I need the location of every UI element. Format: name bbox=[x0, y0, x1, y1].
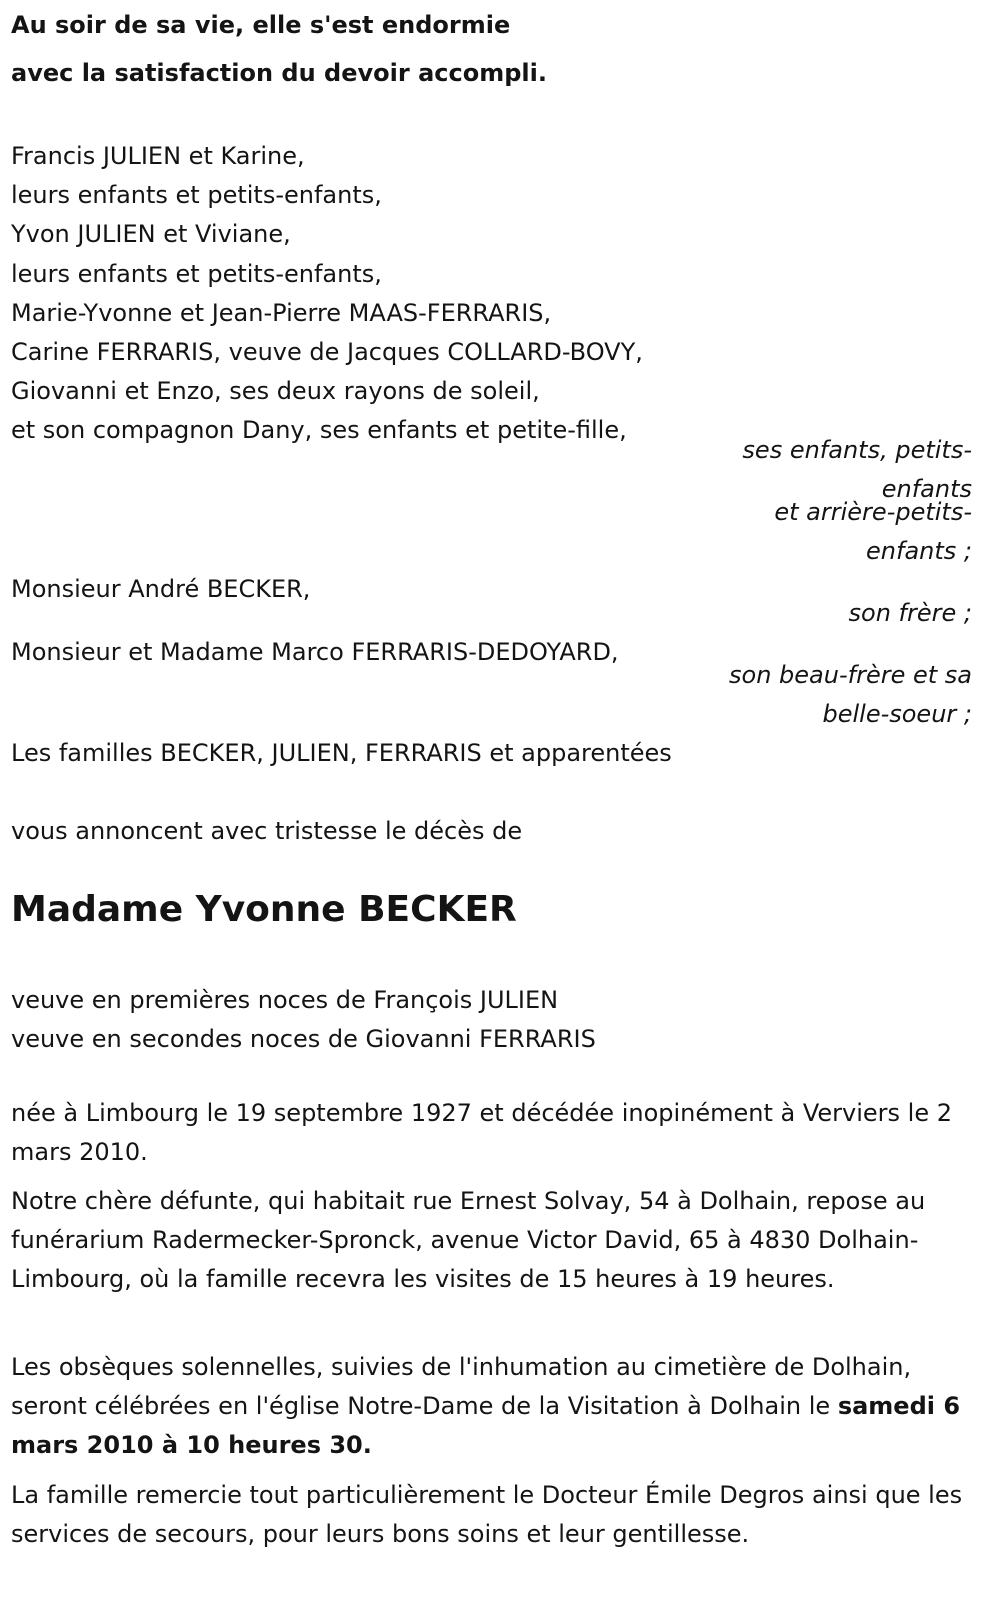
relation-inlaws-line-1: son beau-frère et sa bbox=[729, 661, 972, 689]
family-line: Marie-Yvonne et Jean-Pierre MAAS-FERRARIS, bbox=[11, 298, 552, 327]
family-line: leurs enfants et petits-enfants, bbox=[11, 259, 382, 288]
funeral-text: Les obsèques solennelles, suivies de l'inhumation au cimetière de Dolhain, seront célébrées en l'église Notre-Dame de la Visitation à Dolhain le bbox=[11, 1353, 912, 1421]
widow-lines bbox=[11, 981, 596, 1059]
relation-grandchildren-line-1: ses enfants, petits- bbox=[742, 436, 972, 464]
family-list bbox=[11, 137, 643, 451]
families-line: Les familles BECKER, JULIEN, FERRARIS et apparentées bbox=[11, 739, 672, 767]
family-brother: Monsieur André BECKER, bbox=[11, 575, 311, 603]
funeral-paragraph bbox=[11, 1348, 981, 1466]
deceased-name: Madame Yvonne BECKER bbox=[11, 889, 517, 930]
relation-grandchildren-line-2: enfants bbox=[881, 475, 972, 503]
thanks-paragraph: La famille remercie tout particulièrement le Docteur Émile Degros ainsi que les services de secours, pour leurs bons soins et leur gentillesse. bbox=[11, 1481, 963, 1549]
viewing-paragraph: Notre chère défunte, qui habitait rue Ernest Solvay, 54 à Dolhain, repose au funérarium Radermecker-Spronck, avenue Victor David, 65 à 4830 Dolhain-Limbourg, où la famille recevra les visites de 15 heures à 19 heures. bbox=[11, 1187, 926, 1294]
announcement: vous annoncent avec tristesse le décès de bbox=[11, 817, 523, 845]
relation-grandchildren-line-3: et arrière-petits- bbox=[774, 498, 972, 526]
relation-brother: son frère ; bbox=[848, 599, 972, 627]
family-line: Giovanni et Enzo, ses deux rayons de soleil, bbox=[11, 377, 540, 406]
family-line: Francis JULIEN et Karine, bbox=[11, 142, 305, 170]
funeral-date: samedi 6 mars 2010 à 10 heures 30. bbox=[11, 1392, 961, 1460]
family-line: leurs enfants et petits-enfants, bbox=[11, 181, 382, 210]
widow-line: veuve en premières noces de François JULIEN bbox=[11, 986, 559, 1014]
relation-inlaws-line-2: belle-soeur ; bbox=[822, 700, 972, 728]
widow-line: veuve en secondes noces de Giovanni FERRARIS bbox=[11, 1025, 596, 1054]
epitaph-line-1: Au soir de sa vie, elle s'est endormie bbox=[11, 11, 511, 39]
family-inlaws: Monsieur et Madame Marco FERRARIS-DEDOYARD, bbox=[11, 638, 619, 666]
family-line: Carine FERRARIS, veuve de Jacques COLLARD-BOVY, bbox=[11, 338, 643, 367]
birth-death-paragraph: née à Limbourg le 19 septembre 1927 et décédée inopinément à Verviers le 2 mars 2010. bbox=[11, 1099, 953, 1167]
family-line: et son compagnon Dany, ses enfants et petite-fille, bbox=[11, 416, 627, 445]
family-line: Yvon JULIEN et Viviane, bbox=[11, 220, 291, 249]
epitaph-line-2: avec la satisfaction du devoir accompli. bbox=[11, 59, 547, 87]
relation-grandchildren-line-4: enfants ; bbox=[866, 537, 972, 565]
